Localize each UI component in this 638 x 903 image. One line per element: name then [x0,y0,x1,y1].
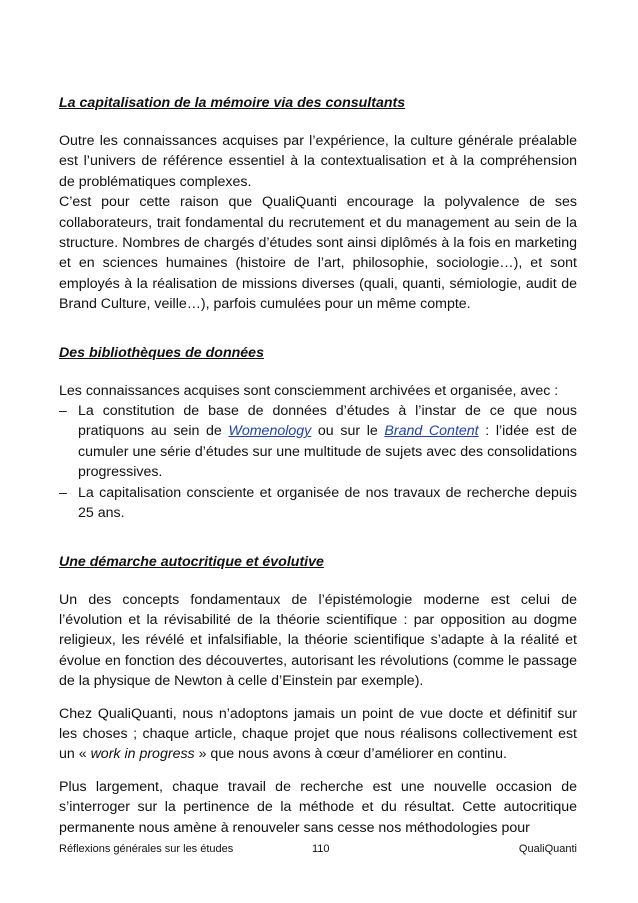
footer-page-number: 110 [312,843,330,855]
section-heading-capitalisation: La capitalisation de la mémoire via des consultants [59,95,406,111]
dash-bullet: – [59,484,67,501]
paragraph-text: » que nous avons à cœur d’améliorer en continu. [194,746,507,763]
list-item [59,401,577,483]
paragraph: Outre les connaissances acquises par l’expérience, la culture générale préalable est l’univers de référence essentiel à la contextualisation et à la compréhension de problématiques complexes. [59,133,577,190]
work-in-progress-emphasis: work in progress [90,746,195,763]
list-text: La capitalisation consciente et organisée de nos travaux de recherche depuis 25 ans. [78,484,577,522]
paragraph: Les connaissances acquises sont consciemment archivées et organisée, avec : [59,382,559,399]
paragraph: C’est pour cette raison que QualiQuanti encourage la polyvalence de ses collaborateurs, trait fondamental du recrutement et du management au sein de la structure. Nombres de chargés d’études sont ainsi diplômés à la fois en marketing et en sciences humaines (histoire de l’art, philosophie, sociologie…), et sont employés à la réalisation de missions diverses (quali, quanti, sémiologie, audit de Brand Culture, veille…), parfois cumulées pour un même compte. [59,194,577,313]
footer-company-name: QualiQuanti [518,843,577,855]
paragraph: Un des concepts fondamentaux de l’épistémologie moderne est celui de l’évolution et la révisabilité de la théorie scientifique : par opposition au dogme religieux, les révélé et infalsifiable, la théorie scientifique s’adapte à la réalité et évolue en fonction des découvertes, autorisant les révolutions (comme le passage de la physique de Newton à celle d’Einstein par exemple). [59,591,577,690]
dash-bullet: – [59,403,67,420]
list-text: ou sur le [311,423,385,440]
paragraph-text: Chez QualiQuanti, nous n’adoptons jamais un point de vue docte et définitif sur les choses ; chaque article, chaque projet que nous réalisons collectivement est un « [59,705,577,763]
section-heading-demarche: Une démarche autocritique et évolutive [59,553,324,570]
section-heading-bibliotheques: Des bibliothèques de données [59,344,264,361]
page-content [59,93,577,838]
page-footer [59,841,577,857]
footer-document-title: Réflexions générales sur les études [59,843,234,855]
list-text: : l’idée est de cumuler une série d’études sur une multitude de sujets avec des consolidations progressives. [78,423,577,481]
bullet-list [59,401,577,523]
list-text: La constitution de base de données d’études à l’instar de ce que nous pratiquons au sein de [78,403,577,440]
list-item [59,483,577,524]
brand-content-link[interactable]: Brand Content [384,423,479,440]
paragraph: Plus largement, chaque travail de recherche est une nouvelle occasion de s’interroger sur la pertinence de la méthode et du résultat. Cette autocritique permanente nous amène à renouveler sans cesse nos méthodologies pour [59,778,577,836]
paragraph [59,704,577,765]
womenology-link[interactable]: Womenology [228,423,312,440]
